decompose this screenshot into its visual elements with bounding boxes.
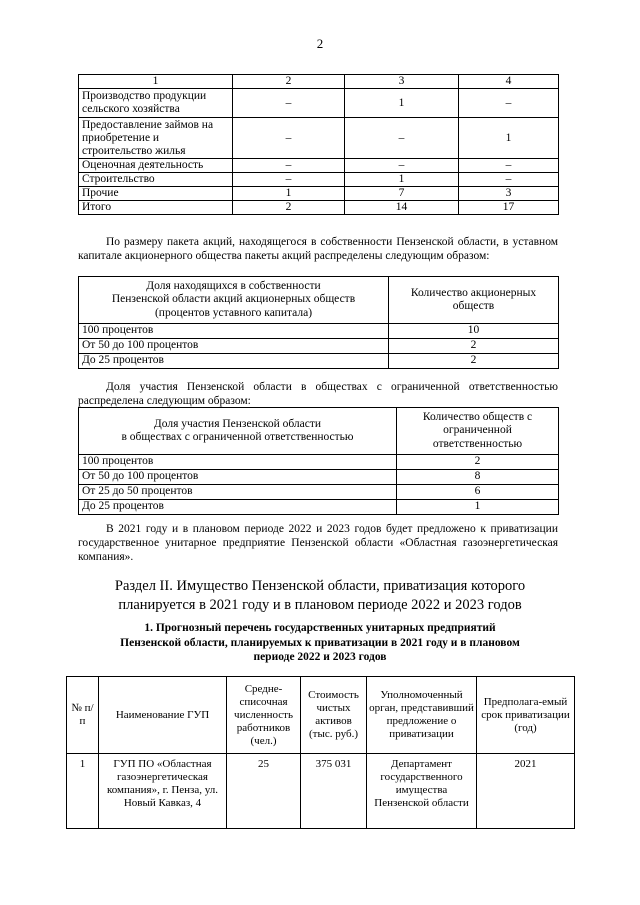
cell-value: 7	[345, 187, 459, 201]
cell-value: 2	[397, 455, 559, 470]
cell-value: 2	[389, 339, 559, 354]
table-row	[79, 118, 559, 159]
table-header-cell: Количество акционерных обществ	[389, 277, 559, 324]
row-label: От 50 до 100 процентов	[79, 470, 397, 485]
table-header-cell	[79, 277, 389, 324]
shares-paragraph: По размеру пакета акций, находящегося в собственности Пензенской области, в уставном капитале акционерного общества пакеты акций распределены следующим образом:	[78, 236, 558, 262]
cell-value: –	[233, 159, 345, 173]
table-row	[79, 455, 559, 470]
table-header-row	[79, 408, 559, 455]
industry-table	[78, 74, 559, 215]
table-header-cell: 4	[459, 75, 559, 89]
row-label: До 25 процентов	[79, 354, 389, 369]
table-row	[79, 324, 559, 339]
row-label: Итого	[79, 201, 233, 215]
subheading-line: 1. Прогнозный перечень государственных унитарных предприятий	[144, 622, 496, 634]
table-row	[79, 339, 559, 354]
subheading-line: периоде 2022 и 2023 годов	[253, 651, 387, 663]
page-number: 2	[316, 36, 324, 51]
cell-value: –	[345, 159, 459, 173]
cell-value: 1	[397, 500, 559, 515]
row-label: Предоставление займов на приобретение и строительство жилья	[79, 118, 233, 159]
header-line: Пензенской области акций акционерных обществ	[111, 293, 356, 306]
cell-value: 1	[345, 173, 459, 187]
cell-value: –	[459, 173, 559, 187]
table-row	[79, 470, 559, 485]
table-row	[79, 201, 559, 215]
row-label: От 25 до 50 процентов	[79, 485, 397, 500]
cell-num: 1	[67, 754, 99, 829]
section-title	[60, 577, 580, 615]
cell-value: 2	[389, 354, 559, 369]
cell-value: 1	[345, 89, 459, 118]
cell-value: 8	[397, 470, 559, 485]
cell-value: 2	[233, 201, 345, 215]
cell-value: –	[345, 118, 459, 159]
row-label: До 25 процентов	[79, 500, 397, 515]
cell-value: –	[459, 89, 559, 118]
header-assets: Стоимость чистых активов (тыс. руб.)	[301, 677, 367, 754]
cell-name: ГУП ПО «Областная газоэнергетическая компания», г. Пенза, ул. Новый Кавказ, 4	[99, 754, 227, 829]
cell-assets: 375 031	[301, 754, 367, 829]
llc-paragraph: Доля участия Пензенской области в обществах с ограниченной ответственностью распределена следующим образом:	[78, 381, 558, 407]
header-line: (процентов уставного капитала)	[154, 306, 313, 319]
cell-value: 1	[233, 187, 345, 201]
table-header-cell	[79, 408, 397, 455]
cell-value: 6	[397, 485, 559, 500]
table-row	[79, 485, 559, 500]
table-row	[79, 187, 559, 201]
row-label: 100 процентов	[79, 324, 389, 339]
header-staff: Средне-списочная численность работников (чел.)	[227, 677, 301, 754]
subheading	[80, 621, 560, 665]
cell-value: –	[233, 118, 345, 159]
enterprises-table	[66, 676, 575, 829]
header-line: Доля находящихся в собственности	[146, 279, 321, 292]
table-row	[79, 500, 559, 515]
table-header-row	[67, 677, 575, 754]
row-label: Прочие	[79, 187, 233, 201]
table-header-cell: 2	[233, 75, 345, 89]
shares-table	[78, 276, 559, 369]
cell-term: 2021	[477, 754, 575, 829]
row-label: От 50 до 100 процентов	[79, 339, 389, 354]
table-header-cell: Количество обществ с ограниченной ответственностью	[397, 408, 559, 455]
cell-value: 14	[345, 201, 459, 215]
subheading-line: Пензенской области, планируемых к приватизации в 2021 году и в плановом	[120, 636, 520, 649]
table-row	[79, 354, 559, 369]
table-header-cell: 1	[79, 75, 233, 89]
table-row	[79, 159, 559, 173]
llc-table	[78, 407, 559, 515]
cell-value: –	[233, 89, 345, 118]
cell-value: 10	[389, 324, 559, 339]
table-header-cell: 3	[345, 75, 459, 89]
row-label: 100 процентов	[79, 455, 397, 470]
table-row	[79, 173, 559, 187]
row-label: Строительство	[79, 173, 233, 187]
cell-staff: 25	[227, 754, 301, 829]
table-header-row	[79, 277, 559, 324]
section-title-line: Раздел II. Имущество Пензенской области, приватизация которого	[114, 578, 526, 594]
cell-value: –	[233, 173, 345, 187]
row-label: Оценочная деятельность	[79, 159, 233, 173]
cell-authority: Департамент государственного имущества Пензенской области	[367, 754, 477, 829]
table-row	[79, 89, 559, 118]
row-label: Производство продукции сельского хозяйства	[79, 89, 233, 118]
privatization-paragraph: В 2021 году и в плановом периоде 2022 и 2023 годов будет предложено к приватизации государственное унитарное предприятие Пензенской области «Областная газоэнергетическая компания».	[78, 523, 558, 563]
header-line: в обществах с ограниченной ответственностью	[121, 431, 354, 443]
header-line: Доля участия Пензенской области	[153, 417, 322, 430]
cell-value: 1	[459, 118, 559, 159]
table-header-row	[79, 75, 559, 89]
table-row	[67, 754, 575, 829]
cell-value: 17	[459, 201, 559, 215]
header-authority: Уполномоченный орган, представивший предложение о приватизации	[367, 677, 477, 754]
header-name: Наименование ГУП	[99, 677, 227, 754]
section-title-line: планируется в 2021 году и в плановом периоде 2022 и 2023 годов	[118, 597, 522, 613]
cell-value: 3	[459, 187, 559, 201]
header-num: № п/п	[67, 677, 99, 754]
header-term: Предполага-емый срок приватизации (год)	[477, 677, 575, 754]
cell-value: –	[459, 159, 559, 173]
